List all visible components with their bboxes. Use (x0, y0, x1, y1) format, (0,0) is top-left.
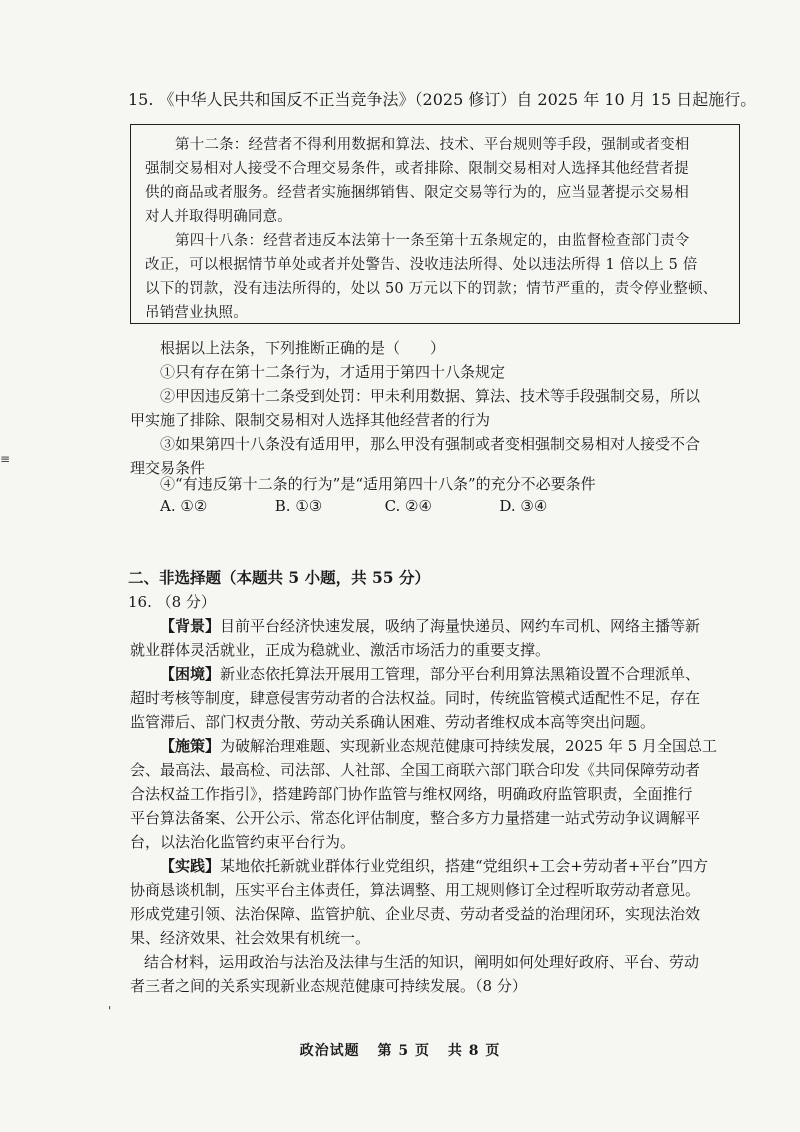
option-b[interactable]: B. ①③ (274, 497, 323, 515)
question-15-stem: 根据以上法条，下列推断正确的是（ ） (160, 339, 446, 357)
statement-3-cont: 理交易条件 (130, 459, 206, 477)
statement-1: ①只有存在第十二条行为，才适用于第四十八条规定 (160, 363, 506, 381)
scan-speck: ' (108, 1004, 112, 1018)
material-line (130, 688, 700, 708)
material-tag: 【困境】 (160, 665, 221, 683)
box-line: 供的商品或者服务。经营者实施捆绑销售、限定交易等行为的，应当显著提示交易相 (145, 185, 689, 201)
question-16-header: 16. （8 分） (128, 593, 216, 611)
option-a[interactable]: A. ①② (160, 497, 208, 515)
footer-subject: 政治试题 (299, 1043, 360, 1059)
section-2-title: 二、非选择题（本题共 5 小题，共 55 分） (128, 568, 430, 587)
material-text: 就业群体灵活就业，正成为稳就业、激活市场活力的重要支撑。 (130, 641, 551, 659)
material-text: 新业态依托算法开展用工管理，部分平台利用算法黑箱设置不合理派单、 (220, 665, 701, 683)
material-line (130, 880, 700, 900)
statement-2-cont: 甲实施了排除、限制交易相对人选择其他经营者的行为 (130, 411, 491, 429)
material-text: 平台算法备案、公开公示、常态化评估制度，整合多方力量搭建一站式劳动争议调解平 (130, 809, 701, 827)
material-line (130, 640, 550, 660)
material-text: 会、最高法、最高检、司法部、人社部、全国工商联六部门联合印发《共同保障劳动者 (130, 761, 701, 779)
material-line (160, 664, 700, 684)
material-text: 超时考核等制度，肆意侵害劳动者的合法权益。同时，传统监管模式适配性不足，存在 (130, 689, 701, 707)
material-line (160, 616, 700, 636)
option-c[interactable]: C. ②④ (384, 497, 432, 515)
statement-4: ④“有违反第十二条的行为”是“适用第四十八条”的充分不必要条件 (160, 475, 596, 493)
scan-speck: ≡ (0, 452, 11, 466)
material-line (130, 832, 355, 852)
material-text: 形成党建引领、法治保障、监管护航、企业尽责、劳动者受益的治理闭环，实现法治效 (130, 905, 701, 923)
material-tag: 【背景】 (160, 617, 221, 635)
statement-2: ②甲因违反第十二条受到处罚：甲未利用数据、算法、技术等手段强制交易，所以 (160, 387, 701, 405)
material-line (130, 712, 655, 732)
material-tag: 【实践】 (160, 857, 221, 875)
option-d[interactable]: D. ③④ (499, 497, 548, 515)
question-15-intro: 15. 《中华人民共和国反不正当竞争法》（2025 修订）自 2025 年 10 月 15 日起施行。 (128, 90, 757, 109)
material-text: 合法权益工作指引》，搭建跨部门协作监管与维权网络，明确政府监管职责，全面推行 (130, 785, 693, 803)
box-line: 第十二条：经营者不得利用数据和算法、技术、平台规则等手段，强制或者变相 (175, 137, 690, 153)
material-line (130, 808, 700, 828)
footer-total: 共 8 页 (447, 1043, 501, 1059)
material-line (130, 904, 700, 924)
box-line: 吊销营业执照。 (145, 305, 248, 321)
statement-3: ③如果第四十八条没有适用甲，那么甲没有强制或者变相强制交易相对人接受不合 (160, 435, 701, 453)
task-line: 者三者之间的关系实现新业态规范健康可持续发展。（8 分） (130, 977, 527, 995)
footer-page: 第 5 页 (377, 1043, 430, 1059)
page-footer (0, 1040, 800, 1060)
material-line (130, 760, 700, 780)
material-line (130, 928, 370, 948)
material-line (130, 784, 693, 804)
material-text: 果、经济效果、社会效果有机统一。 (130, 929, 371, 947)
material-text: 监管滞后、部门权责分散、劳动关系确认困难、劳动者维权成本高等突出问题。 (130, 713, 656, 731)
material-line (160, 856, 708, 876)
material-text: 为破解治理难题、实现新业态规范健康可持续发展，2025 年 5 月全国总工 (220, 737, 718, 755)
material-text: 某地依托新就业群体行业党组织，搭建“党组织+工会+劳动者+平台”四方 (220, 857, 709, 875)
material-text: 台，以法治化监管约束平台行为。 (130, 833, 356, 851)
box-line: 强制交易相对人接受不合理交易条件，或者排除、限制交易相对人选择其他经营者提 (145, 161, 689, 177)
task-line: 结合材料，运用政治与法治及法律与生活的知识，阐明如何处理好政府、平台、劳动 (144, 953, 700, 971)
law-articles-box (130, 124, 740, 324)
material-text: 目前平台经济快速发展，吸纳了海量快递员、网约车司机、网络主播等新 (220, 617, 701, 635)
material-text: 协商恳谈机制，压实平台主体责任，算法调整、用工规则修订全过程听取劳动者意见。 (130, 881, 701, 899)
material-line (160, 736, 717, 756)
material-tag: 【施策】 (160, 737, 221, 755)
answer-options (160, 496, 547, 516)
box-line: 以下的罚款，没有违法所得的，处以 50 万元以下的罚款；情节严重的，责令停业整顿、 (145, 281, 718, 297)
box-line: 第四十八条：经营者违反本法第十一条至第十五条规定的，由监督检查部门责令 (175, 233, 690, 249)
box-line: 改正，可以根据情节单处或者并处警告、没收违法所得、处以违法所得 1 倍以上 5 倍 (145, 257, 698, 273)
box-line: 对人并取得明确同意。 (145, 209, 292, 225)
